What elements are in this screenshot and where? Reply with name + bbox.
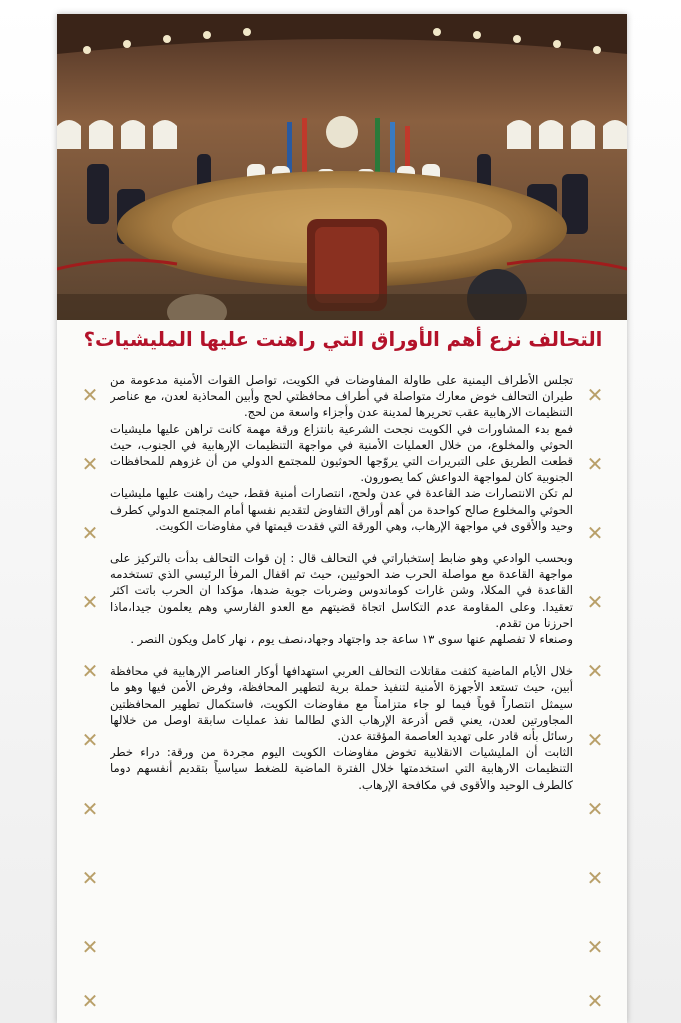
- cross-icon: ✕: [586, 935, 604, 959]
- article-paragraph-4: وبحسب الوادعي وهو ضابط إستخباراتي في التحالف قال : إن قوات التحالف بدأت بالتركيز على مواجهة القاعدة مع مواصلة الحرب ضد الحوثيين، حيث تم اقفال المرفأ الرئيسي الذي تستخدمه القاعدة في المكلا، وشن غارات كوماندوس وضربات جوية ضدها، مؤكدا ان الحرب باتت اكثر تعقيدا. وعلى المقاومة عدم التكاسل اتجاة قضيتهم مع العدو الفارسي وهم يعلمون جيدا،ماذا احرزنا من تقدم.: [110, 551, 573, 630]
- meeting-photo: [57, 14, 627, 320]
- article-headline: التحالف نزع أهم الأوراق التي راهنت عليها المليشيات؟: [83, 328, 603, 351]
- cross-icon: ✕: [81, 383, 99, 407]
- decorative-cross-column-right: [583, 365, 607, 1020]
- article-body: [110, 372, 573, 1012]
- cross-icon: ✕: [586, 452, 604, 476]
- cross-icon: ✕: [81, 452, 99, 476]
- cross-icon: ✕: [81, 521, 99, 545]
- article-paragraph-2: فمع بدء المشاورات في الكويت نجحت الشرعية بانتزاع ورقة مهمة كانت تراهن عليها مليشيات الحوثي والمخلوع، من خلال العمليات الأمنية في مواجهة التنظيمات الإرهابية في الجنوب، حيث قطعت الطريق على التبريرات التي يروّجها الحوثيون للمجتمع الدولي من أن غزوهم للمحافظات الجنوبية كان لمواجهة الدواعش كما يصورون.: [110, 421, 573, 485]
- decorative-cross-column-left: [78, 365, 102, 1020]
- cross-icon: ✕: [81, 590, 99, 614]
- cross-icon: ✕: [81, 728, 99, 752]
- cross-icon: ✕: [586, 383, 604, 407]
- cross-icon: ✕: [586, 521, 604, 545]
- article-paragraph-5: وصنعاء لا تفصلهم عنها سوى ١٣ ساعة جد واجتهاد وجهاد،نصف يوم ، نهار كامل ويكون النصر .: [130, 632, 573, 647]
- cross-icon: ✕: [81, 989, 99, 1013]
- cross-icon: ✕: [81, 797, 99, 821]
- cross-icon: ✕: [81, 659, 99, 683]
- conference-room-image: [57, 14, 627, 320]
- cross-icon: ✕: [586, 797, 604, 821]
- cross-icon: ✕: [586, 659, 604, 683]
- article-paragraph-7: الثابت أن المليشيات الانقلابية تخوض مفاوضات الكويت اليوم مجردة من ورقة: دراء خطر التنظيمات الارهابية التي استخدمتها خلال الفترة الماضية للضغط سياسياً بتقديم أنفسهم دوما كالطرف الوحيد والأقوى في مكافحة الإرهاب.: [110, 745, 573, 792]
- article-paragraph-1: تجلس الأطراف اليمنية على طاولة المفاوضات في الكويت، تواصل القوات الأمنية مدعومة من طيران التحالف خوض معارك متواصلة في أطراف محافظتي لحج وأبين المحاذية لعدن، مع عناصر التنظيمات الارهابية عقب تحريرها لمدينة عدن وأجزاء واسعة من لحج.: [110, 373, 573, 420]
- article-paragraph-6: خلال الأيام الماضية كثفت مقاتلات التحالف العربي استهدافها أوكار العناصر الإرهابية في محافظة أبين، حيث تستعد الأجهزة الأمنية لتنفيذ حملة برية لتطهير المحافظة، وفرض الأمن فيها وهو ما سيمثل انتصاراً قوياً فيما لو جاء متزامناً مع مفاوضات الكويت، فاستكمال تطهير المحافظتين المجاورتين لعدن، يعني قص أذرعة الإرهاب الذي لطالما نفذ عمليات سابقة اوصل من خلالها رسائل بأنه قادر على تهديد العاصمة المؤقتة عدن.: [110, 664, 573, 744]
- cross-icon: ✕: [586, 728, 604, 752]
- cross-icon: ✕: [586, 590, 604, 614]
- cross-icon: ✕: [81, 866, 99, 890]
- cross-icon: ✕: [81, 935, 99, 959]
- article-paragraph-3: لم تكن الانتصارات ضد القاعدة في عدن ولحج، انتصارات أمنية فقط، حيث راهنت عليها مليشيات الحوثي والمخلوع صالح كواحدة من أهم أوراق التفاوض لتقديم نفسها أمام المجتمع الدولي كطرف وحيد والأقوى في مواجهة الإرهاب، وهي الورقة التي فقدت قيمتها في مفاوضات الكويت.: [110, 486, 573, 533]
- cross-icon: ✕: [586, 866, 604, 890]
- cross-icon: ✕: [586, 989, 604, 1013]
